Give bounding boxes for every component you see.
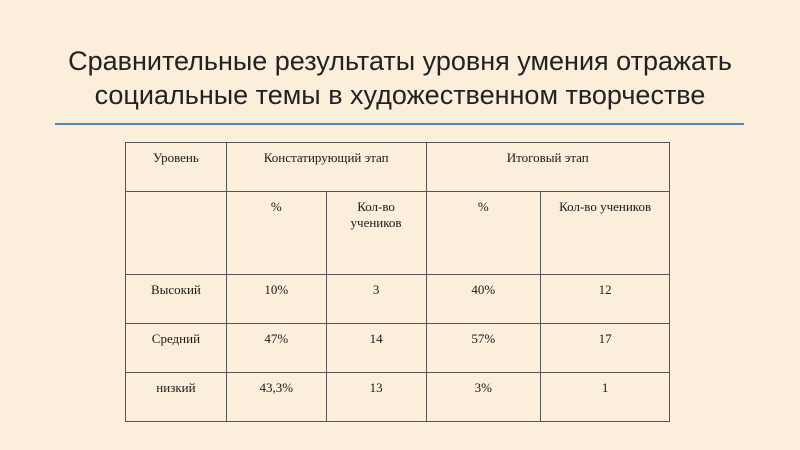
header-level: Уровень: [126, 143, 227, 192]
header-stage-initial: Констатирующий этап: [226, 143, 426, 192]
table-header-row: [126, 143, 670, 192]
title-underline: [55, 123, 744, 125]
table-row: [126, 324, 670, 373]
results-table: [125, 142, 670, 422]
header-stage-final: Итоговый этап: [426, 143, 670, 192]
row-level: низкий: [126, 373, 227, 422]
slide-title: [40, 44, 760, 112]
row-percent-initial: 47%: [226, 324, 326, 373]
subheader-count-final: Кол-во учеников: [541, 192, 670, 275]
row-percent-initial: 10%: [226, 275, 326, 324]
table-row: [126, 275, 670, 324]
row-count-final: 17: [541, 324, 670, 373]
subheader-percent-final: %: [426, 192, 541, 275]
table-row: [126, 373, 670, 422]
row-level: Высокий: [126, 275, 227, 324]
row-percent-initial: 43,3%: [226, 373, 326, 422]
row-count-initial: 13: [326, 373, 426, 422]
subheader-empty: [126, 192, 227, 275]
row-percent-final: 3%: [426, 373, 541, 422]
row-count-initial: 14: [326, 324, 426, 373]
subheader-count-initial: Кол-во учеников: [326, 192, 426, 275]
title-line-1: Сравнительные результаты уровня умения отражать: [68, 46, 732, 76]
row-percent-final: 57%: [426, 324, 541, 373]
title-line-2: социальные темы в художественном творчестве: [94, 80, 706, 110]
table-subheader-row: [126, 192, 670, 275]
row-count-final: 12: [541, 275, 670, 324]
row-percent-final: 40%: [426, 275, 541, 324]
row-level: Средний: [126, 324, 227, 373]
row-count-initial: 3: [326, 275, 426, 324]
subheader-percent-initial: %: [226, 192, 326, 275]
row-count-final: 1: [541, 373, 670, 422]
